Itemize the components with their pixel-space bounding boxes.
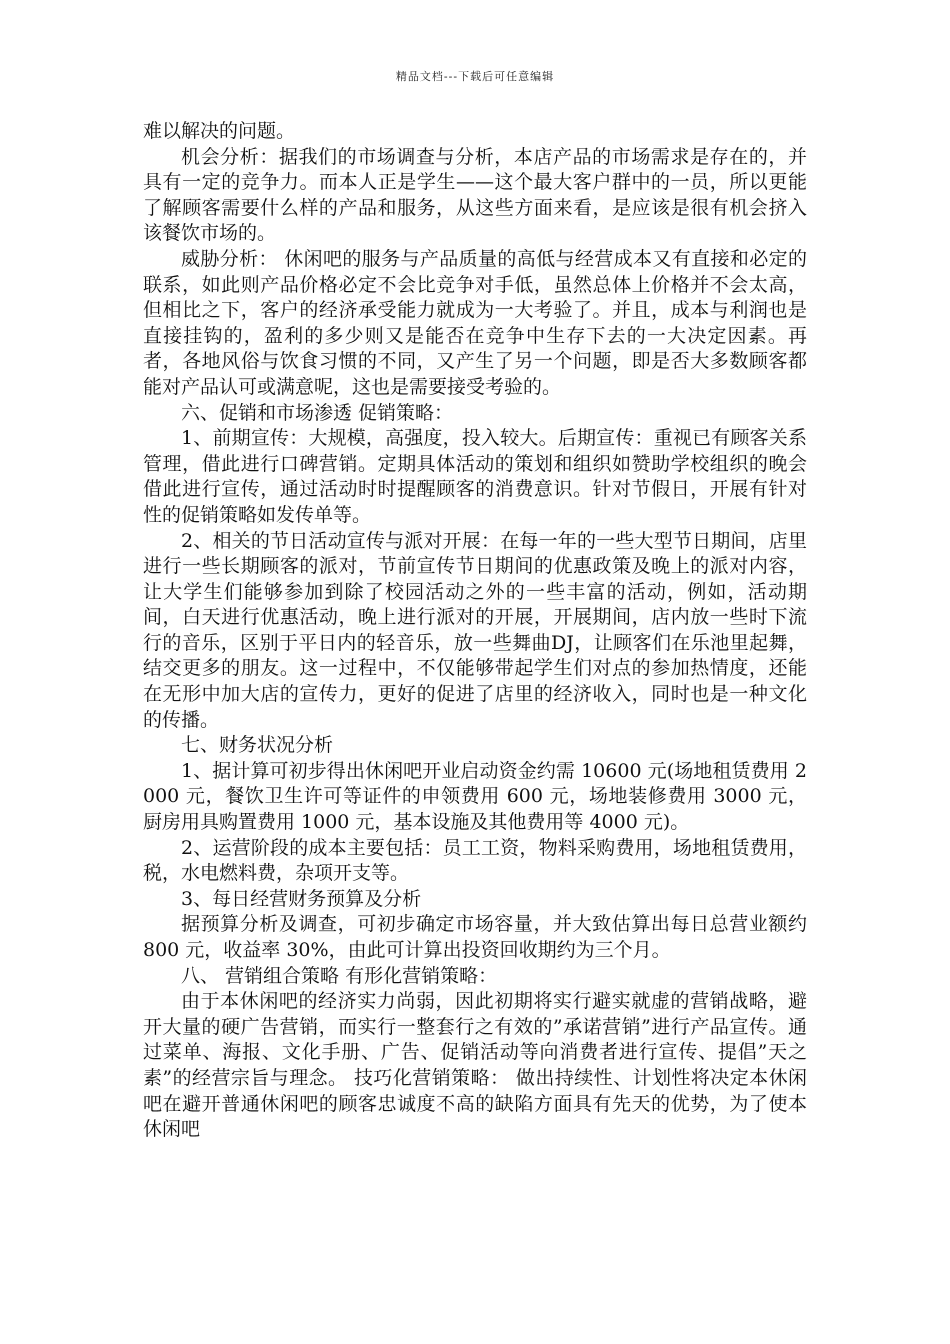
subheading-daily-budget: 3、每日经营财务预算及分析 [181, 887, 422, 910]
paragraph-holiday-events: 2、相关的节日活动宣传与派对开展：在每一年的一些大型节日期间，店里进行一些长期顾客的派对，节前宣传节日期间的优惠政策及晚上的派对内容，让大学生们能够参加到除了校园活动之外的一些丰富的活动，例如，活动期间，白天进行优惠活动，晚上进行派对的开展，开展期间，店内放一些时下流行的音乐，区别于平日内的轻音乐，放一些舞曲DJ，让顾客们在乐池里起舞，结交更多的朋友。这一过程中，不仅能够带起学生们对点的参加热情度，还能在无形中加大店的宣传力，更好的促进了店里的经济收入，同时也是一种文化的传播。 [143, 529, 807, 731]
paragraph-startup-capital: 1、据计算可初步得出休闲吧开业启动资金约需 10600 元(场地租赁费用 2000 元，餐饮卫生许可等证件的申领费用 600 元，场地装修费用 3000 元，厨房用具购置费用 1000 元，基本设施及其他费用等 4000 元)。 [143, 759, 807, 834]
paragraph-operating-costs: 2、运营阶段的成本主要包括：员工工资，物料采购费用，场地租赁费用，税，水电燃料费，杂项开支等。 [143, 836, 807, 885]
page-header: 精品文档---下载后可任意编辑 [395, 70, 555, 83]
paragraph-threat-analysis: 威胁分析： 休闲吧的服务与产品质量的高低与经营成本又有直接和必定的联系，如此则产品价格必定不会比竞争对手低，虽然总体上价格并不会太高，但相比之下，客户的经济承受能力就成为一大考验了。并且，成本与利润也是直接挂钩的，盈利的多少则又是能否在竞争中生存下去的一大决定因素。再者，各地风俗与饮食习惯的不同，又产生了另一个问题，即是否大多数顾客都能对产品认可或满意呢，这也是需要接受考验的。 [143, 247, 807, 398]
paragraph-budget-analysis: 据预算分析及调查，可初步确定市场容量，并大致估算出每日总营业额约 800 元，收益率 30%，由此可计算出投资回收期约为三个月。 [143, 913, 807, 961]
section-heading-promotion: 六、促销和市场渗透 促销策略： [181, 401, 454, 424]
document-body [143, 119, 807, 1143]
paragraph-early-promotion: 1、前期宣传：大规模，高强度，投入较大。后期宣传：重视已有顾客关系管理，借此进行口碑营销。定期具体活动的策划和组织如赞助学校组织的晚会借此进行宣传，通过活动时时提醒顾客的消费意识。针对节假日，开展有针对性的促销策略如发传单等。 [143, 427, 807, 526]
paragraph-marketing-strategy: 由于本休闲吧的经济实力尚弱，因此初期将实行避实就虚的营销战略，避开大量的硬广告营销，而实行一整套行之有效的”承诺营销”进行产品宣传。通过菜单、海报、文化手册、广告、促销活动等向消费者进行宣传、提倡”天之素”的经营宗旨与理念。 技巧化营销策略： 做出持续性、计划性将决定本休闲吧在避开普通休闲吧的顾客忠诚度不高的缺陷方面具有先天的优势，为了使本休闲吧 [143, 990, 807, 1141]
section-heading-marketing-mix: 八、 营销组合策略 有形化营销策略： [181, 964, 498, 987]
paragraph-continuation: 难以解决的问题。 [143, 120, 296, 142]
paragraph-opportunity-analysis: 机会分析：据我们的市场调查与分析，本店产品的市场需求是存在的，并具有一定的竞争力。而本人正是学生——这个最大客户群中的一员，所以更能了解顾客需要什么样的产品和服务，从这些方面来看，是应该是很有机会挤入该餐饮市场的。 [143, 145, 807, 245]
section-heading-finance: 七、财务状况分析 [181, 734, 334, 757]
